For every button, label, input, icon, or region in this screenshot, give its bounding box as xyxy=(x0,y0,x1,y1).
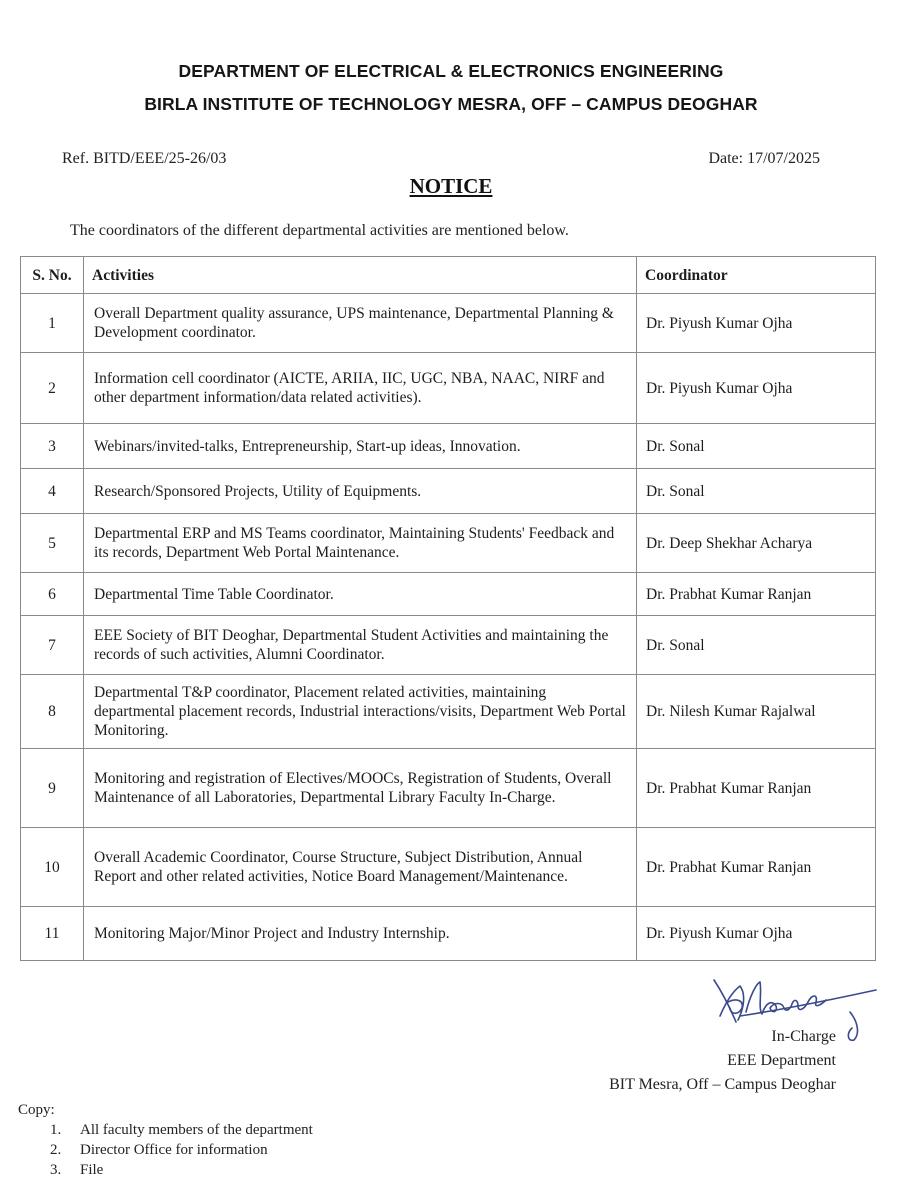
table-row xyxy=(21,675,876,749)
table-row xyxy=(21,828,876,907)
row-activity: Monitoring and registration of Electives/MOOCs, Registration of Students, Overall Maintenance of all Laboratories, Departmental Library Faculty In-Charge. xyxy=(84,749,637,828)
row-coordinator: Dr. Nilesh Kumar Rajalwal xyxy=(637,675,876,749)
table-row xyxy=(21,616,876,675)
row-sno: 2 xyxy=(21,353,84,424)
copy-item-number: 1. xyxy=(50,1122,62,1138)
intro-text: The coordinators of the different departmental activities are mentioned below. xyxy=(70,222,569,239)
row-coordinator: Dr. Piyush Kumar Ojha xyxy=(637,907,876,961)
row-activity: Information cell coordinator (AICTE, ARIIA, IIC, UGC, NBA, NAAC, NIRF and other department information/data related activities). xyxy=(84,353,637,424)
table-row xyxy=(21,907,876,961)
row-coordinator: Dr. Piyush Kumar Ojha xyxy=(637,294,876,353)
table-row xyxy=(21,469,876,514)
coordinators-table xyxy=(20,256,876,961)
table-row xyxy=(21,573,876,616)
signatory-role: In-Charge xyxy=(771,1028,836,1045)
copy-item-text: File xyxy=(80,1162,104,1178)
table-row xyxy=(21,353,876,424)
row-sno: 6 xyxy=(21,573,84,616)
table-row xyxy=(21,294,876,353)
copy-item-number: 2. xyxy=(50,1142,62,1158)
row-sno: 8 xyxy=(21,675,84,749)
row-activity: Overall Department quality assurance, UPS maintenance, Departmental Planning & Development coordinator. xyxy=(84,294,637,353)
copy-list xyxy=(50,1120,313,1180)
row-sno: 11 xyxy=(21,907,84,961)
column-header-sno: S. No. xyxy=(21,257,84,294)
row-sno: 7 xyxy=(21,616,84,675)
row-activity: Webinars/invited-talks, Entrepreneurship, Start-up ideas, Innovation. xyxy=(84,424,637,469)
copy-item xyxy=(50,1140,313,1160)
row-coordinator: Dr. Prabhat Kumar Ranjan xyxy=(637,749,876,828)
row-activity: Monitoring Major/Minor Project and Industry Internship. xyxy=(84,907,637,961)
row-activity: Departmental Time Table Coordinator. xyxy=(84,573,637,616)
department-heading: DEPARTMENT OF ELECTRICAL & ELECTRONICS ENGINEERING xyxy=(178,61,724,81)
row-sno: 1 xyxy=(21,294,84,353)
institute-heading: BIRLA INSTITUTE OF TECHNOLOGY MESRA, OFF – CAMPUS DEOGHAR xyxy=(144,94,758,114)
row-coordinator: Dr. Sonal xyxy=(637,469,876,514)
row-sno: 3 xyxy=(21,424,84,469)
row-activity: Overall Academic Coordinator, Course Structure, Subject Distribution, Annual Report and other related activities, Notice Board Management/Maintenance. xyxy=(84,828,637,907)
row-sno: 4 xyxy=(21,469,84,514)
row-sno: 5 xyxy=(21,514,84,573)
table-row xyxy=(21,424,876,469)
signatory-campus: BIT Mesra, Off – Campus Deoghar xyxy=(609,1076,836,1093)
signatory-department: EEE Department xyxy=(727,1052,836,1069)
copy-item xyxy=(50,1160,313,1180)
column-header-activities: Activities xyxy=(84,257,637,294)
reference-number: Ref. BITD/EEE/25-26/03 xyxy=(62,150,227,167)
row-coordinator: Dr. Prabhat Kumar Ranjan xyxy=(637,828,876,907)
row-activity: Research/Sponsored Projects, Utility of Equipments. xyxy=(84,469,637,514)
table-row xyxy=(21,514,876,573)
row-coordinator: Dr. Piyush Kumar Ojha xyxy=(637,353,876,424)
copy-item-number: 3. xyxy=(50,1162,62,1178)
copy-label: Copy: xyxy=(18,1102,55,1118)
row-coordinator: Dr. Sonal xyxy=(637,424,876,469)
row-coordinator: Dr. Deep Shekhar Acharya xyxy=(637,514,876,573)
row-sno: 9 xyxy=(21,749,84,828)
table-row xyxy=(21,749,876,828)
column-header-coordinator: Coordinator xyxy=(637,257,876,294)
row-activity: Departmental T&P coordinator, Placement related activities, maintaining departmental placement records, Industrial interactions/visits, Department Web Portal Monitoring. xyxy=(84,675,637,749)
copy-item xyxy=(50,1120,313,1140)
notice-date: Date: 17/07/2025 xyxy=(708,150,820,167)
copy-item-text: All faculty members of the department xyxy=(80,1122,313,1138)
row-coordinator: Dr. Sonal xyxy=(637,616,876,675)
row-coordinator: Dr. Prabhat Kumar Ranjan xyxy=(637,573,876,616)
table-header-row xyxy=(21,257,876,294)
notice-title: NOTICE xyxy=(409,174,493,198)
row-activity: EEE Society of BIT Deoghar, Departmental Student Activities and maintaining the records of such activities, Alumni Coordinator. xyxy=(84,616,637,675)
copy-item-text: Director Office for information xyxy=(80,1142,268,1158)
row-sno: 10 xyxy=(21,828,84,907)
row-activity: Departmental ERP and MS Teams coordinator, Maintaining Students' Feedback and its records, Department Web Portal Maintenance. xyxy=(84,514,637,573)
